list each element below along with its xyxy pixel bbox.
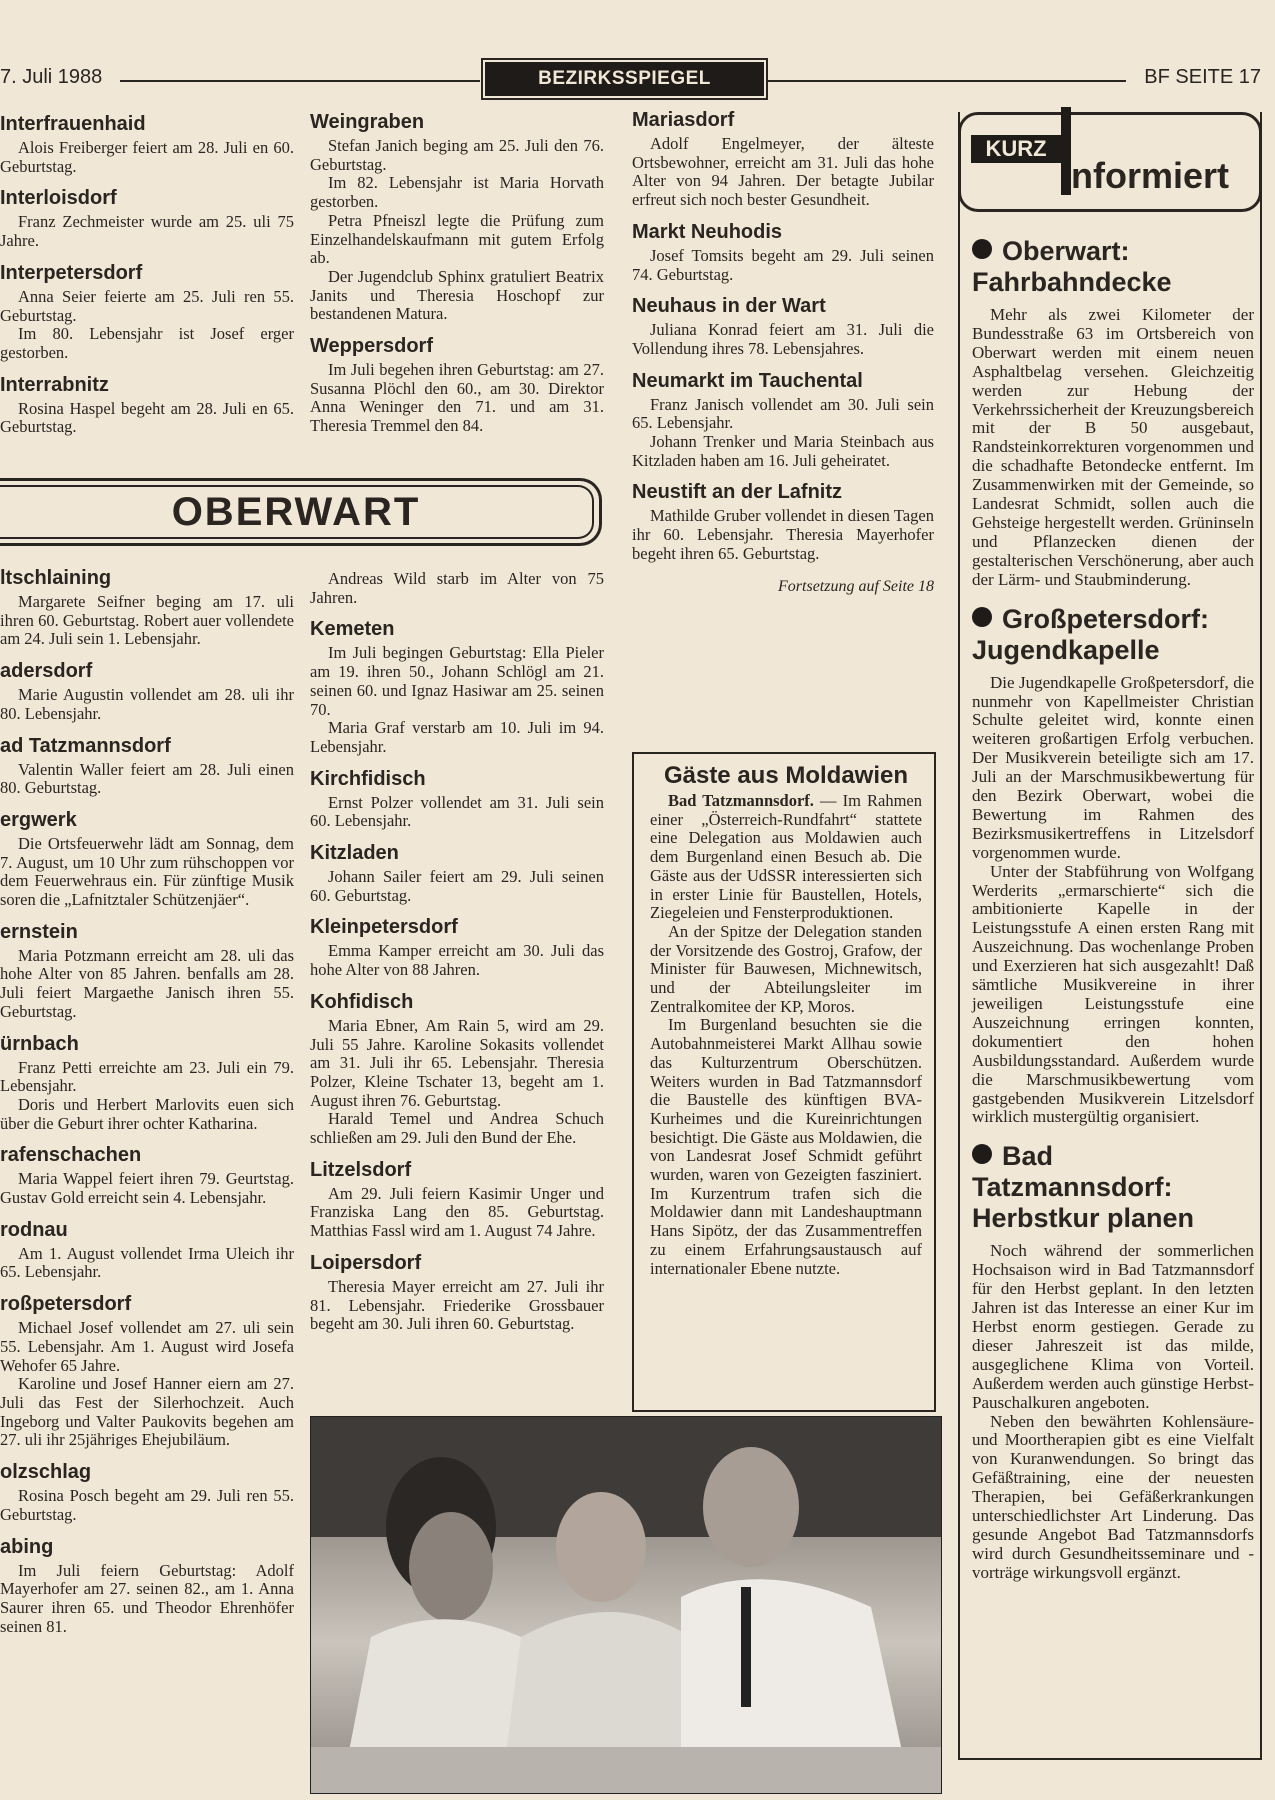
article-section xyxy=(310,990,604,1148)
kurz-items xyxy=(972,230,1254,1597)
article-section xyxy=(310,617,604,756)
kurz-heading xyxy=(972,1141,1254,1234)
header-rule xyxy=(766,80,1126,82)
article-section xyxy=(310,110,604,324)
section-heading: Interrabnitz xyxy=(0,373,109,396)
article-section xyxy=(0,1218,294,1282)
article-section xyxy=(0,373,294,437)
continuation-note: Fortsetzung auf Seite 18 xyxy=(778,577,934,595)
paragraph: Im Juli feiern Geburtstag: Adolf Mayerhofer am 27. seinen 82., am 1. Anna Saurer ihren 65. und Theodor Ehrenhöfer seinen 81. xyxy=(0,1560,294,1636)
section-heading: ltschlaining xyxy=(0,567,112,589)
article-section xyxy=(0,112,294,176)
paragraph: Maria Potzmann erreicht am 28. uli das hohe Alter von 85 Jahren. benfalls am 28. Juli feiert Margaethe Janisch ihren 55. Geburtstag. xyxy=(0,945,294,1021)
article-section xyxy=(0,1535,294,1637)
paragraph: Rosina Posch begeht am 29. Juli ren 55. Geburtstag. xyxy=(0,1486,294,1524)
column-3 xyxy=(632,108,934,596)
paragraph: Margarete Seifner beging am 17. uli ihren 60. Geburtstag. Robert auer vollendete am 24. Juli sein 1. Lebensjahr. xyxy=(0,592,294,649)
article-title: Gäste aus Moldawien xyxy=(663,762,909,789)
header-rule xyxy=(120,80,480,82)
article-section xyxy=(0,1460,294,1524)
paragraph: Neben den bewährten Kohlensäure- und Moortherapien gibt es eine Vielfalt von Kuranwendungen. So bringt das Gefäßtraining, eine der neuesten Therapien, bei Gefäßerkrankungen unterschiedlichster Art Linderung. Das gesunde Angebot Bad Tatzmannsdorfs wird durch Gesundheitsseminare und -vorträge wirkungsvoll ergänzt. xyxy=(972,1411,1254,1582)
article-section xyxy=(0,186,294,250)
section-heading: Interloisdorf xyxy=(0,187,117,210)
paragraph: Im Juli begehen ihren Geburtstag: am 27. Susanna Plöchl den 60., am 30. Direktor Anna Weninger den 71. und am 31. Theresia Tremmel den 84. xyxy=(310,360,604,436)
section-heading: roßpetersdorf xyxy=(0,1293,132,1316)
paragraph: Maria Graf verstarb am 10. Juli im 94. Lebensjahr. xyxy=(310,718,604,756)
paragraph: Unter der Stabführung von Wolfgang Werderits „ermarschierte“ sich die ambitionierte Kapelle in der Leistungsstufe A einen ersten Rang mit Auszeichnung. Das wochenlange Proben und Exerzieren hat sich ausgezahlt! Daß sämtliche Musikvereine in ihrer jeweiligen Leistungsstufe eine Auszeichnung erringen konnten, dokumentiert den hohen Ausbildungsstandard. Außerdem wurde die Marschmusikbewertung vom gastgebenden Musikverein Litzelsdorf wirklich mustergültig organisiert. xyxy=(972,861,1254,1127)
article-section xyxy=(310,570,604,607)
paragraph: Franz Petti erreichte am 23. Juli ein 79. Lebensjahr. xyxy=(0,1057,294,1096)
section-heading: Loipersdorf xyxy=(310,1251,422,1274)
article-body xyxy=(650,792,922,1278)
dateline: Bad Tatzmannsdorf. xyxy=(668,791,814,810)
paragraph: Petra Pfneiszl legte die Prüfung zum Einzelhandelskaufmann mit gutem Erfolg ab. xyxy=(310,210,604,268)
article-section xyxy=(0,659,294,723)
kurz-item xyxy=(972,236,1254,590)
paragraph: Franz Zechmeister wurde am 25. uli 75 Jahre. xyxy=(0,212,294,251)
article-section xyxy=(0,1032,294,1134)
article-section xyxy=(310,334,604,436)
section-heading: olzschlag xyxy=(0,1461,92,1484)
article-section xyxy=(310,1158,604,1241)
section-heading: ergwerk xyxy=(0,808,77,831)
section-heading: Kohfidisch xyxy=(310,990,414,1013)
kurz-informiert-header xyxy=(958,112,1262,212)
paragraph: Harald Temel und Andrea Schuch schließen am 29. Juli den Bund der Ehe. xyxy=(310,1109,604,1148)
bullet-icon xyxy=(972,1144,992,1164)
photo-illustration xyxy=(311,1417,941,1793)
paragraph: Mathilde Gruber vollendet in diesen Tagen ihr 60. Lebensjahr. Theresia Mayerhofer begeht ihren 65. Geburtstag. xyxy=(632,506,934,563)
article-section xyxy=(310,915,604,979)
paragraph: Valentin Waller feiert am 28. Juli einen 80. Geburtstag. xyxy=(0,759,294,798)
kurz-heading-text: Oberwart: Fahrbahndecke xyxy=(972,236,1172,297)
section-heading: Interpetersdorf xyxy=(0,261,143,284)
paragraph: Doris und Herbert Marlovits euen sich über die Geburt ihrer ochter Katharina. xyxy=(0,1094,294,1133)
article-section xyxy=(0,1143,294,1207)
article-section xyxy=(310,767,604,831)
article-section xyxy=(0,734,294,798)
paragraph: Am 1. August vollendet Irma Uleich ihr 65. Lebensjahr. xyxy=(0,1243,294,1282)
paragraph: Ernst Polzer vollendet am 31. Juli sein 60. Lebensjahr. xyxy=(310,792,604,831)
banner-title: OBERWART xyxy=(0,485,594,539)
kurz-heading xyxy=(972,604,1254,666)
kurz-item xyxy=(972,1141,1254,1582)
column-3-articles xyxy=(632,108,934,564)
section-title: BEZIRKSSPIEGEL xyxy=(485,62,764,96)
kurz-heading-text: Großpetersdorf: Jugendkapelle xyxy=(972,603,1210,665)
moldawien-article xyxy=(632,752,936,1412)
paragraph: Josef Tomsits begeht am 29. Juli seinen 74. Geburtstag. xyxy=(632,245,934,284)
paragraph: Alois Freiberger feiert am 28. Juli en 60. Geburtstag. xyxy=(0,138,294,176)
paragraph: Im 82. Lebensjahr ist Maria Horvath gestorben. xyxy=(310,173,604,212)
article-section xyxy=(0,261,294,363)
paragraph: Michael Josef vollendet am 27. uli sein 55. Lebensjahr. Am 1. August wird Josefa Wehofer 65 Jahre. xyxy=(0,1318,294,1375)
kurz-heading xyxy=(972,236,1254,298)
paragraph: Maria Wappel feiert ihren 79. Geurtstag. Gustav Gold erreicht sein 4. Lebensjahr. xyxy=(0,1169,294,1208)
article-section xyxy=(632,220,934,284)
section-heading: Kirchfidisch xyxy=(310,767,426,790)
kurz-item xyxy=(972,604,1254,1128)
section-heading: rodnau xyxy=(0,1218,68,1241)
section-heading: Interfrauenhaid xyxy=(0,113,146,135)
oberwart-banner xyxy=(0,478,602,546)
column-2-top xyxy=(310,110,604,446)
section-heading: ernstein xyxy=(0,920,78,943)
paragraph: — Im Rahmen einer „Österreich-Rundfahrt“ stattete eine Delegation aus Moldawien auch dem Burgenland einen Besuch ab. Die Gäste aus der UdSSR interessierten sich in erster Linie für Baustellen, Hotels, Ziegeleien und Fensterproduktionen. xyxy=(650,791,922,923)
news-photo xyxy=(310,1416,942,1794)
section-heading: Kleinpetersdorf xyxy=(310,916,458,939)
section-heading: Weingraben xyxy=(310,111,425,133)
section-heading: Mariasdorf xyxy=(632,109,735,131)
section-heading: Litzelsdorf xyxy=(310,1158,412,1181)
header-bar xyxy=(1061,107,1071,195)
article-section xyxy=(0,920,294,1022)
issue-date: 7. Juli 1988 xyxy=(0,66,103,88)
informiert-label: nformiert xyxy=(1071,155,1230,196)
bullet-icon xyxy=(972,607,992,627)
column-1-bottom xyxy=(0,566,294,1646)
section-heading: Kemeten xyxy=(310,618,395,641)
paragraph: Die Jugendkapelle Großpetersdorf, die nunmehr von Kapellmeister Christian Schulte geleitet wird, konnte einen weiteren großartigen Erfolg verbuchen. Der Musikverein beteiligte sich am 17. Juli an der Marschmusikbewertung für den Bezirk Oberwart, wobei die Bewertung im Rahmen des Bezirksmusikertreffens in Litzelsdorf vorgenommen wurde. xyxy=(972,672,1254,862)
section-heading: abing xyxy=(0,1535,54,1558)
kurz-informiert-box xyxy=(958,112,1262,1760)
column-1-top xyxy=(0,112,294,447)
paragraph: Am 29. Juli feiern Kasimir Unger und Franziska Lang den 85. Geburtstag. Matthias Fassl wird am 1. August 74 Jahre. xyxy=(310,1183,604,1241)
paragraph: Johann Trenker und Maria Steinbach aus Kitzladen haben am 16. Juli geheiratet. xyxy=(632,432,934,470)
section-heading: Markt Neuhodis xyxy=(632,220,783,243)
section-heading: ad Tatzmannsdorf xyxy=(0,734,171,757)
paragraph: Emma Kamper erreicht am 30. Juli das hohe Alter von 88 Jahren. xyxy=(310,941,604,980)
kurz-heading-text: Bad Tatzmannsdorf: Herbstkur planen xyxy=(972,1141,1195,1234)
paragraph: Andreas Wild starb im Alter von 75 Jahren. xyxy=(310,569,604,607)
article-section xyxy=(632,369,934,471)
section-heading: Weppersdorf xyxy=(310,335,433,358)
paragraph: Franz Janisch vollendet am 30. Juli sein 65. Lebensjahr. xyxy=(632,394,934,433)
paragraph: An der Spitze der Delegation standen der Vorsitzende des Gostroj, Grafow, der Minister für Bauwesen, Michnewitsch, und der Abteilungsleiter im Zentralkomitee der KP, Moros. xyxy=(650,921,922,1016)
paragraph: Im 80. Lebensjahr ist Josef erger gestorben. xyxy=(0,324,294,362)
paragraph: Marie Augustin vollendet am 28. uli ihr 80. Lebensjahr. xyxy=(0,685,294,723)
kurz-label: KURZ xyxy=(971,135,1061,163)
paragraph: Der Jugendclub Sphinx gratuliert Beatrix Janits und Theresia Hoschopf zur bestandenen Matura. xyxy=(310,266,604,324)
paragraph: Anna Seier feierte am 25. Juli ren 55. Geburtstag. xyxy=(0,286,294,325)
article-section xyxy=(0,566,294,649)
paragraph: Theresia Mayer erreicht am 27. Juli ihr 81. Lebensjahr. Friederike Grossbauer begeht am 30. Juli ihren 60. Geburtstag. xyxy=(310,1276,604,1334)
section-heading: Neuhaus in der Wart xyxy=(632,295,826,318)
section-heading: Neumarkt im Tauchental xyxy=(632,369,863,392)
column-2-bottom xyxy=(310,570,604,1344)
section-heading: Kitzladen xyxy=(310,842,399,865)
paragraph: Im Burgenland besuchten sie die Autobahnmeisterei Markt Allhau sowie das Kulturzentrum Oberschützen. Weiters wurden in Bad Tatzmannsdorf die Baustelle des künftigen BVA-Kurheimes und die Kureinrichtungen besichtigt. Die Gäste aus Moldawien, die von Landesrat Josef Schmidt geführt wurden, waren von Gezeigten fasziniert. Im Kurzentrum trafen sich die Moldawier dann mit Landeshauptmann Hans Sipötz, der das Zusammentreffen zu einem Erfahrungsaustausch auf internationaler Ebene nutzte. xyxy=(650,1015,922,1278)
paragraph: Johann Sailer feiert am 29. Juli seinen 60. Geburtstag. xyxy=(310,867,604,905)
section-heading: rafenschachen xyxy=(0,1144,142,1167)
bullet-icon xyxy=(972,239,992,259)
paragraph: Stefan Janich beging am 25. Juli den 76. Geburtstag. xyxy=(310,136,604,174)
article-section xyxy=(632,480,934,563)
paragraph: Noch während der sommerlichen Hochsaison wird in Bad Tatzmannsdorf für den Herbst geplant. In den letzten Jahren ist das Interesse an einer Kur im Herbst enorm gestiegen. Gerade zu dieser Jahreszeit ist das milde, ausgeglichene Klima von Vorteil. Außerdem werden auch günstige Herbst-Pauschalkuren angeboten. xyxy=(972,1241,1254,1412)
article-section xyxy=(310,1251,604,1334)
paragraph: Im Juli begingen Geburtstag: Ella Pieler am 19. ihren 50., Johann Schlögl am 21. seinen 60. und Ignaz Hasiwar am 25. seinen 70. xyxy=(310,643,604,719)
page-number: BF SEITE 17 xyxy=(1144,66,1261,88)
article-section xyxy=(0,808,294,910)
paragraph: Juliana Konrad feiert am 31. Juli die Vollendung ihres 78. Lebensjahres. xyxy=(632,320,934,358)
section-heading: Neustift an der Lafnitz xyxy=(632,481,843,504)
article-section xyxy=(632,294,934,358)
section-heading: ürnbach xyxy=(0,1032,79,1055)
paragraph: Karoline und Josef Hanner eiern am 27. Juli das Fest der Silerhochzeit. Auch Ingeborg und Valter Paukovits begehen am 27. uli ihr 25jähriges Ehejubiläum. xyxy=(0,1374,294,1450)
paragraph: Die Ortsfeuerwehr lädt am Sonnag, dem 7. August, um 10 Uhr zum rühschoppen vor dem Feuerwehraus ein. Für zünftige Musik soren die „Lafnitztaler Schützenjäer“. xyxy=(0,833,294,910)
article-section xyxy=(632,108,934,210)
paragraph: Maria Ebner, Am Rain 5, wird am 29. Juli 55 Jahre. Karoline Sokasits vollendet am 31. Juli ihr 65. Lebensjahr. Theresia Polzer, Kleine Tschater 13, begeht am 1. August ihren 76. Geburtstag. xyxy=(310,1015,604,1110)
paragraph: Adolf Engelmeyer, der älteste Ortsbewohner, erreicht am 31. Juli das hohe Alter von 94 Jahren. Der betagte Jubilar erfreut sich noch bester Gesundheit. xyxy=(632,134,934,210)
section-heading: adersdorf xyxy=(0,660,93,683)
paragraph: Rosina Haspel begeht am 28. Juli en 65. Geburtstag. xyxy=(0,398,294,437)
paragraph: Mehr als zwei Kilometer der Bundesstraße 63 im Ortsbereich von Oberwart werden mit einem neuen Asphaltbelag versehen. Gleichzeitig werden zur Hebung der Verkehrssicherheit der Kreuzungsbereich mit der B 50 ausgebaut, Randsteinkorrekturen vorgenommen und die schadhafte Betondecke entfernt. Im Zusammenwirken mit der Gemeinde, so Landesrat Schmidt, sollen auch die Gehsteige hergestellt werden. Grüninseln und Pflanzecken dienen der gestalterischen Verschönerung, aber auch der Lärm- und Staubminderung. xyxy=(972,305,1254,589)
article-section xyxy=(0,1292,294,1450)
article-section xyxy=(310,841,604,905)
